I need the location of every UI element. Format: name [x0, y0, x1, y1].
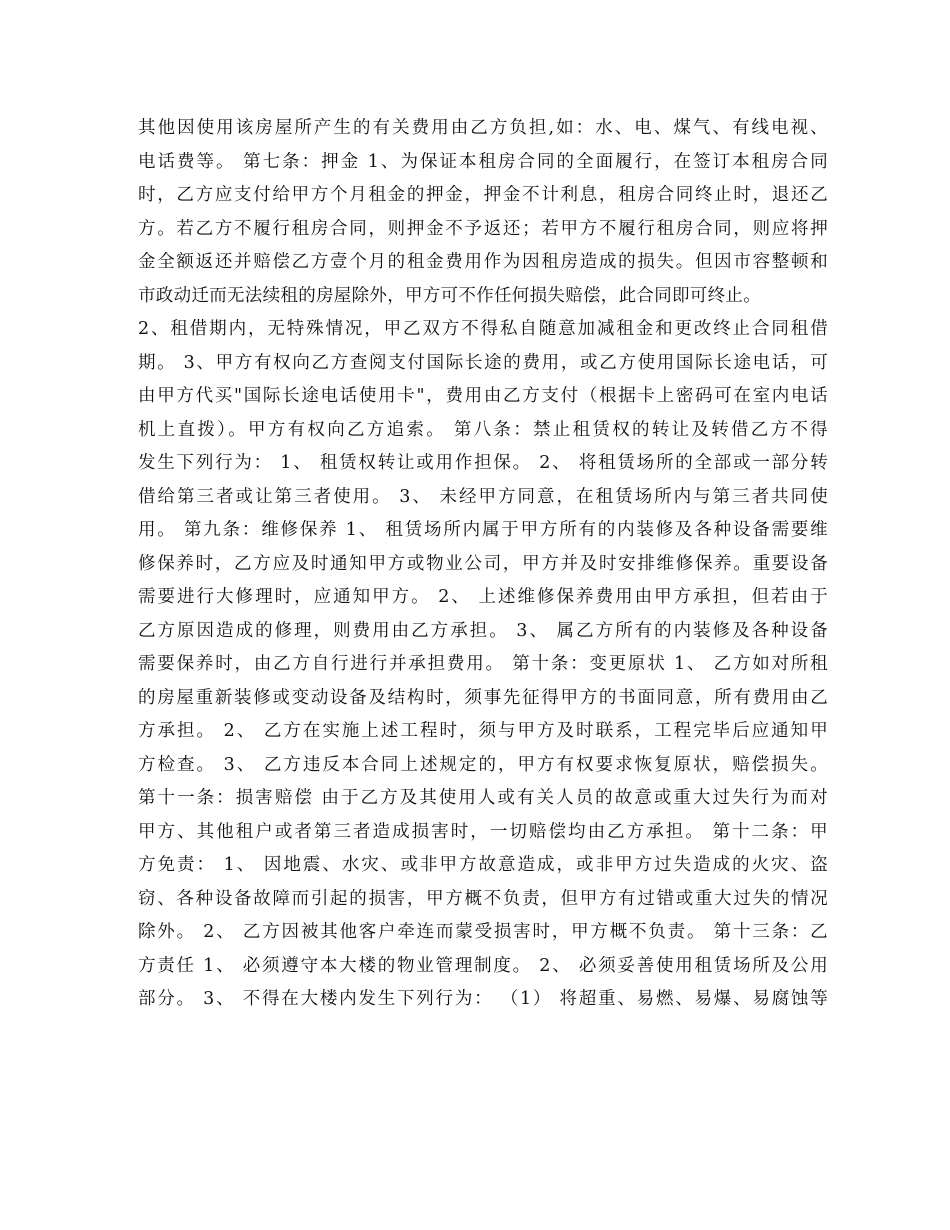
text-line: 由甲方代买"国际长途电话使用卡"，费用由乙方支付（根据卡上密码可在室内电话	[138, 386, 828, 406]
text-line: 需要保养时，由乙方自行进行并承担费用。 第十条：变更原状 1、 乙方如对所租	[138, 654, 828, 674]
text-line: 乙方原因造成的修理，则费用由乙方承担。 3、 属乙方所有的内装修及各种设备	[138, 620, 828, 641]
text-line: 金全额返还并赔偿乙方壹个月的租金费用作为因租房造成的损失。但因市容整顿和	[138, 252, 828, 272]
text-line: 方。若乙方不履行租房合同，则押金不予返还；若甲方不履行租房合同，则应将押	[138, 218, 828, 239]
text-line: 时，乙方应支付给甲方个月租金的押金，押金不计利息，租房合同终止时，退还乙	[138, 185, 828, 205]
text-line: 市政动迁而无法续租的房屋除外，甲方可不作任何损失赔偿，此合同即可终止。	[138, 285, 761, 306]
contract-body-text	[138, 112, 828, 1017]
text-line: 方责任 1、 必须遵守本大楼的物业管理制度。 2、 必须妥善使用租赁场所及公用	[138, 955, 828, 976]
text-line: 借给第三者或让第三者使用。 3、 未经甲方同意，在租赁场所内与第三者共同使	[138, 486, 828, 507]
text-line: 方承担。 2、 乙方在实施上述工程时，须与甲方及时联系，工程完毕后应通知甲	[138, 721, 828, 741]
text-line: 甲方、其他租户或者第三者造成损害时，一切赔偿均由乙方承担。 第十二条：甲	[138, 821, 828, 842]
text-line: 方免责： 1、 因地震、水灾、或非甲方故意造成，或非甲方过失造成的火灾、盗	[138, 855, 828, 875]
text-line: 部分。 3、 不得在大楼内发生下列行为： （1） 将超重、易燃、易爆、易腐蚀等	[138, 989, 828, 1009]
text-line: 其他因使用该房屋所产生的有关费用由乙方负担,如：水、电、煤气、有线电视、	[138, 118, 828, 138]
text-line: 用。 第九条：维修保养 1、 租赁场所内属于甲方所有的内装修及各种设备需要维	[138, 520, 828, 540]
text-line: 除外。 2、 乙方因被其他客户牵连而蒙受损害时，甲方概不负责。 第十三条：乙	[138, 922, 828, 942]
text-line: 第十一条：损害赔偿 由于乙方及其使用人或有关人员的故意或重大过失行为而对	[138, 788, 828, 808]
text-line: 电话费等。 第七条：押金 1、为保证本租房合同的全面履行，在签订本租房合同	[138, 151, 828, 172]
text-line: 发生下列行为： 1、 租赁权转让或用作担保。 2、 将租赁场所的全部或一部分转	[138, 453, 828, 473]
text-line: 窃、各种设备故障而引起的损害，甲方概不负责，但甲方有过错或重大过失的情况	[138, 888, 828, 909]
text-line: 机上直拨）。甲方有权向乙方追索。 第八条：禁止租赁权的转让及转借乙方不得	[138, 419, 828, 440]
text-line: 的房屋重新装修或变动设备及结构时，须事先征得甲方的书面同意，所有费用由乙	[138, 687, 828, 708]
text-line: 需要进行大修理时，应通知甲方。 2、 上述维修保养费用由甲方承担，但若由于	[138, 587, 828, 607]
text-line: 期。 3、甲方有权向乙方查阅支付国际长途的费用，或乙方使用国际长途电话，可	[138, 352, 828, 373]
text-line: 2、租借期内，无特殊情况，甲乙双方不得私自随意加减租金和更改终止合同租借	[138, 319, 828, 339]
text-line: 方检查。 3、 乙方违反本合同上述规定的，甲方有权要求恢复原状，赔偿损失。	[138, 754, 828, 775]
text-line: 修保养时，乙方应及时通知甲方或物业公司，甲方并及时安排维修保养。重要设备	[138, 553, 828, 574]
